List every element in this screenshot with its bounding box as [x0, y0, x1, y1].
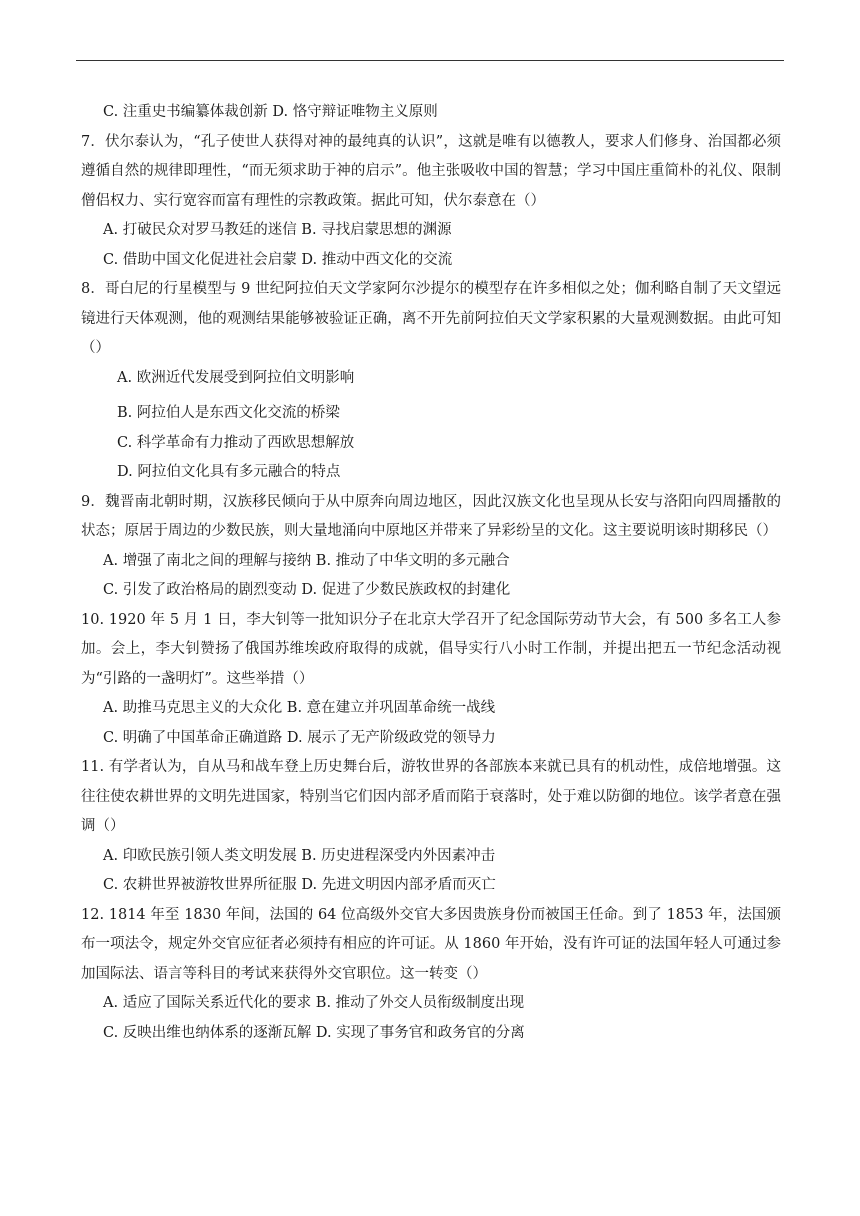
- document-body: [81, 98, 781, 1048]
- q8-option-d: D. 阿拉伯文化具有多元融合的特点: [117, 464, 341, 480]
- q8-option-b: B. 阿拉伯人是东西文化交流的桥梁: [117, 405, 340, 421]
- q9-stem: 9．魏晋南北朝时期，汉族移民倾向于从中原奔向周边地区，因此汉族文化也呈现从长安与洛阳向四周播散的状态；原居于周边的少数民族，则大量地涌向中原地区并带来了异彩纷呈的文化。这主要说明该时期移民（）: [81, 493, 781, 539]
- q7-options-cd: C. 借助中国文化促进社会启蒙 D. 推动中西文化的交流: [103, 251, 453, 268]
- q8-stem: 8．哥白尼的行星模型与 9 世纪阿拉伯天文学家阿尔沙提尔的模型存在许多相似之处；伽利略自制了天文望远镜进行天体观测，他的观测结果能够被验证正确，离不开先前阿拉伯天文学家积累的大量观测数据。由此可知（）: [81, 281, 781, 356]
- q6-options-cd: C. 注重史书编纂体裁创新 D. 恪守辩证唯物主义原则: [103, 104, 438, 120]
- q12-options-ab: A. 适应了国际关系近代化的要求 B. 推动了外交人员衔级制度出现: [103, 995, 525, 1011]
- q10-options-ab: A. 助推马克思主义的大众化 B. 意在建立并巩固革命统一战线: [103, 700, 496, 716]
- q12-options-cd: C. 反映出维也纳体系的逐渐瓦解 D. 实现了事务官和政务官的分离: [103, 1024, 525, 1041]
- q8-option-a: A. 欧洲近代发展受到阿拉伯文明影响: [117, 369, 355, 386]
- q11-options-ab: A. 印欧民族引领人类文明发展 B. 历史进程深受内外因素冲击: [103, 847, 496, 864]
- q9-options-ab: A. 增强了南北之间的理解与接纳 B. 推动了中华文明的多元融合: [103, 552, 510, 569]
- q10-options-cd: C. 明确了中国革命正确道路 D. 展示了无产阶级政党的领导力: [103, 729, 496, 746]
- q8-option-c: C. 科学革命有力推动了西欧思想解放: [117, 434, 355, 451]
- q7-options-ab: A. 打破民众对罗马教廷的迷信 B. 寻找启蒙思想的渊源: [103, 222, 452, 238]
- q11-stem: 11. 有学者认为，自从马和战车登上历史舞台后，游牧世界的各部族本来就已具有的机动性，成倍地增强。这往往使农耕世界的文明先进国家，特别当它们因内部矛盾而陷于衰落时，处于难以防御的地位。该学者意在强调（）: [81, 759, 781, 834]
- q7-stem: 7．伏尔泰认为，“孔子使世人获得对神的最纯真的认识”，这就是唯有以德教人，要求人们修身、治国都必须遵循自然的规律即理性，“而无须求助于神的启示”。他主张吸收中国的智慧；学习中国庄重简朴的礼仪、限制僧侣权力、实行宽容而富有理性的宗教政策。据此可知，伏尔泰意在（）: [81, 133, 781, 209]
- q9-options-cd: C. 引发了政治格局的剧烈变动 D. 促进了少数民族政权的封建化: [103, 582, 511, 598]
- q11-options-cd: C. 农耕世界被游牧世界所征服 D. 先进文明因内部矛盾而灭亡: [103, 877, 496, 893]
- q10-stem: 10. 1920 年 5 月 1 日，李大钊等一批知识分子在北京大学召开了纪念国际劳动节大会，有 500 多名工人参加。会上，李大钊赞扬了俄国苏维埃政府取得的成就，倡导实行八小时工作制，并提出把五一节纪念活动视为“引路的一盏明灯”。这些举措（）: [81, 611, 781, 687]
- q12-stem: 12. 1814 年至 1830 年间，法国的 64 位高级外交官大多因贵族身份而被国王任命。到了 1853 年，法国颁布一项法令，规定外交官应征者必须持有相应的许可证。从 1860 年开始，没有许可证的法国年轻人可通过参加国际法、语言等科目的考试来获得外交官职位。这一转变（）: [81, 906, 781, 982]
- header-rule: [76, 60, 784, 61]
